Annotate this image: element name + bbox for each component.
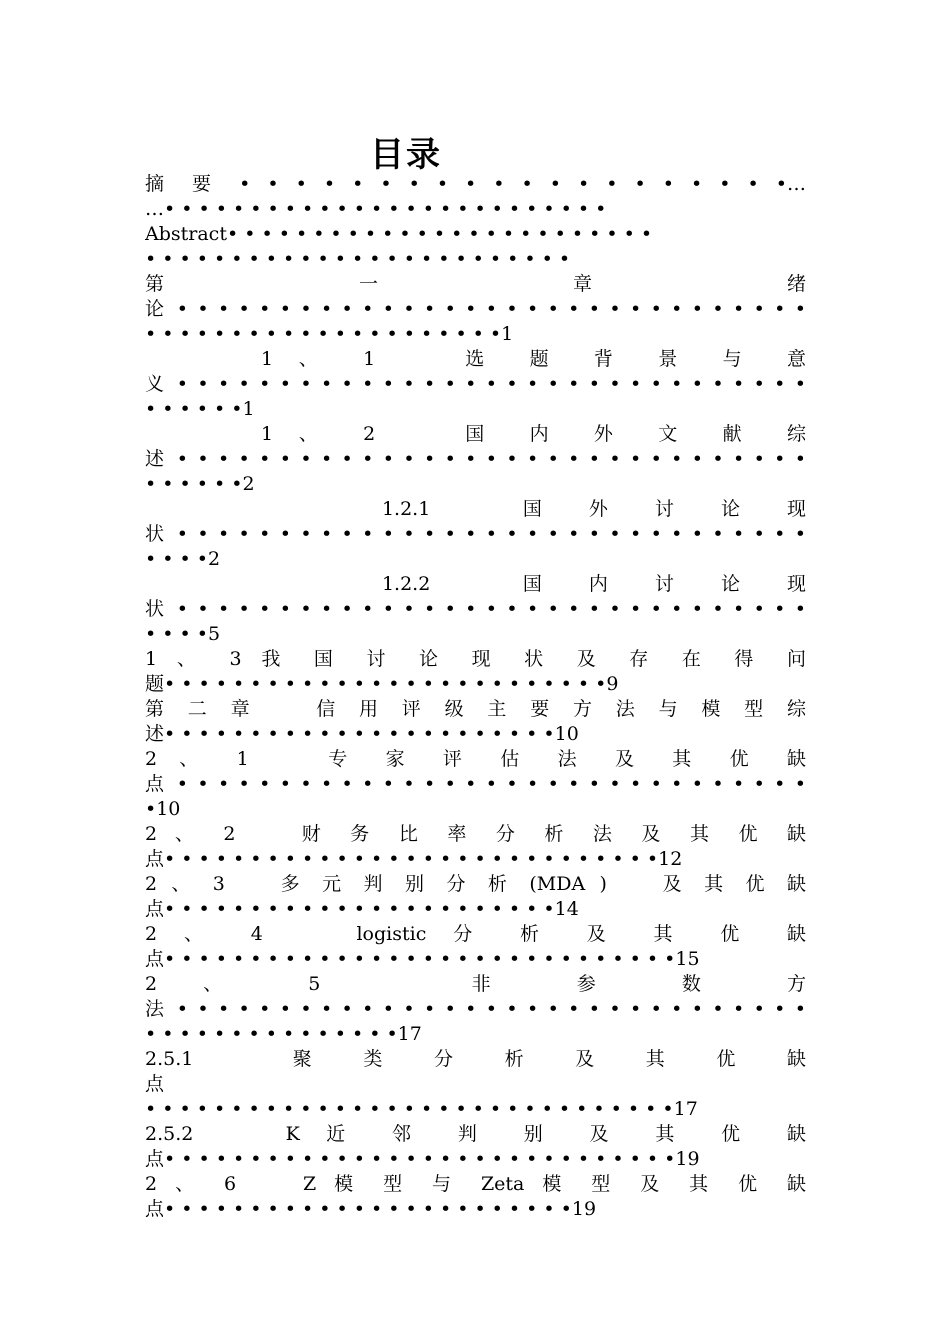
toc-line: • • • • • •1 bbox=[145, 398, 255, 420]
toc-line: • • • •2 bbox=[145, 548, 221, 570]
toc-line: 述 • • • • • • • • • • • • • • • • • • • • • • • • • • • • • • • bbox=[145, 448, 806, 470]
toc-line: 摘 要 • • • • • • • • • • • • • • • • • • • •… bbox=[145, 173, 806, 195]
table-of-contents bbox=[145, 172, 806, 1222]
toc-line: • • • • • • • • • • • • • • • • • • • • • • • • • bbox=[145, 248, 571, 270]
toc-line: 2.5.2 K 近 邻 判 别 及 其 优 缺 bbox=[145, 1123, 806, 1145]
toc-line: 第 二 章 信 用 评 级 主 要 方 法 与 模 型 综 bbox=[145, 698, 806, 720]
toc-line: 点• • • • • • • • • • • • • • • • • • • • • • • • • • • • • •19 bbox=[145, 1148, 700, 1170]
toc-line: 2 、 3 多 元 判 别 分 析 (MDA ) 及 其 优 缺 bbox=[145, 873, 806, 895]
toc-line: 义 • • • • • • • • • • • • • • • • • • • • • • • • • • • • • • • bbox=[145, 373, 806, 395]
toc-line: 第 一 章 绪 bbox=[145, 273, 806, 295]
page-title: 目录 bbox=[370, 135, 442, 175]
toc-line: • • • • • • • • • • • • • • • • • • • • • • • • • • • • • • •17 bbox=[145, 1098, 698, 1120]
toc-line: 2.5.1 聚 类 分 析 及 其 优 缺 bbox=[145, 1048, 806, 1070]
toc-line: 2 、 5 非 参 数 方 bbox=[145, 973, 806, 995]
toc-line: 状 • • • • • • • • • • • • • • • • • • • • • • • • • • • • • • • bbox=[145, 523, 806, 545]
toc-line: • • • • • • • • • • • • • • • • • • • • •1 bbox=[145, 323, 514, 345]
toc-line: 1.2.1 国 外 讨 论 现 bbox=[145, 498, 806, 520]
toc-line: • • • •5 bbox=[145, 623, 221, 645]
toc-line: 2 、 1 专 家 评 估 法 及 其 优 缺 bbox=[145, 748, 806, 770]
toc-line: 论 • • • • • • • • • • • • • • • • • • • • • • • • • • • • • • • bbox=[145, 298, 806, 320]
toc-line: 1 、 2 国 内 外 文 献 综 bbox=[145, 423, 806, 445]
toc-line: Abstract• • • • • • • • • • • • • • • • • • • • • • • • • bbox=[145, 223, 653, 245]
toc-line: 2 、 4 logistic 分 析 及 其 优 缺 bbox=[145, 923, 806, 945]
toc-line: 述• • • • • • • • • • • • • • • • • • • • • • •10 bbox=[145, 723, 579, 745]
toc-line: 法 • • • • • • • • • • • • • • • • • • • • • • • • • • • • • • • bbox=[145, 998, 806, 1020]
toc-line: 点 • • • • • • • • • • • • • • • • • • • • • • • • • • • • • • • bbox=[145, 773, 806, 795]
toc-line: 2 、 2 财 务 比 率 分 析 法 及 其 优 缺 bbox=[145, 823, 806, 845]
toc-line: 1 、 3 我 国 讨 论 现 状 及 存 在 得 问 bbox=[145, 648, 806, 670]
toc-line: 2 、 6 Z 模 型 与 Zeta 模 型 及 其 优 缺 bbox=[145, 1173, 806, 1195]
toc-line: 1.2.2 国 内 讨 论 现 bbox=[145, 573, 806, 595]
toc-line: • • • • • • • • • • • • • • •17 bbox=[145, 1023, 422, 1045]
toc-line: 点• • • • • • • • • • • • • • • • • • • • • • •14 bbox=[145, 898, 579, 920]
toc-line: …• • • • • • • • • • • • • • • • • • • • • • • • • • bbox=[145, 198, 607, 220]
toc-line: 点• • • • • • • • • • • • • • • • • • • • • • • • • • • • • •15 bbox=[145, 948, 700, 970]
toc-line: 点• • • • • • • • • • • • • • • • • • • • • • • • • • • • •12 bbox=[145, 848, 683, 870]
toc-line: 点• • • • • • • • • • • • • • • • • • • • • • • •19 bbox=[145, 1198, 597, 1220]
toc-line: 1 、 1 选 题 背 景 与 意 bbox=[145, 348, 806, 370]
toc-line: 题• • • • • • • • • • • • • • • • • • • • • • • • • •9 bbox=[145, 673, 619, 695]
toc-line: • • • • • •2 bbox=[145, 473, 255, 495]
toc-line: •10 bbox=[145, 798, 181, 820]
toc-line: 点 bbox=[145, 1073, 165, 1095]
toc-line: 状 • • • • • • • • • • • • • • • • • • • • • • • • • • • • • • • bbox=[145, 598, 806, 620]
